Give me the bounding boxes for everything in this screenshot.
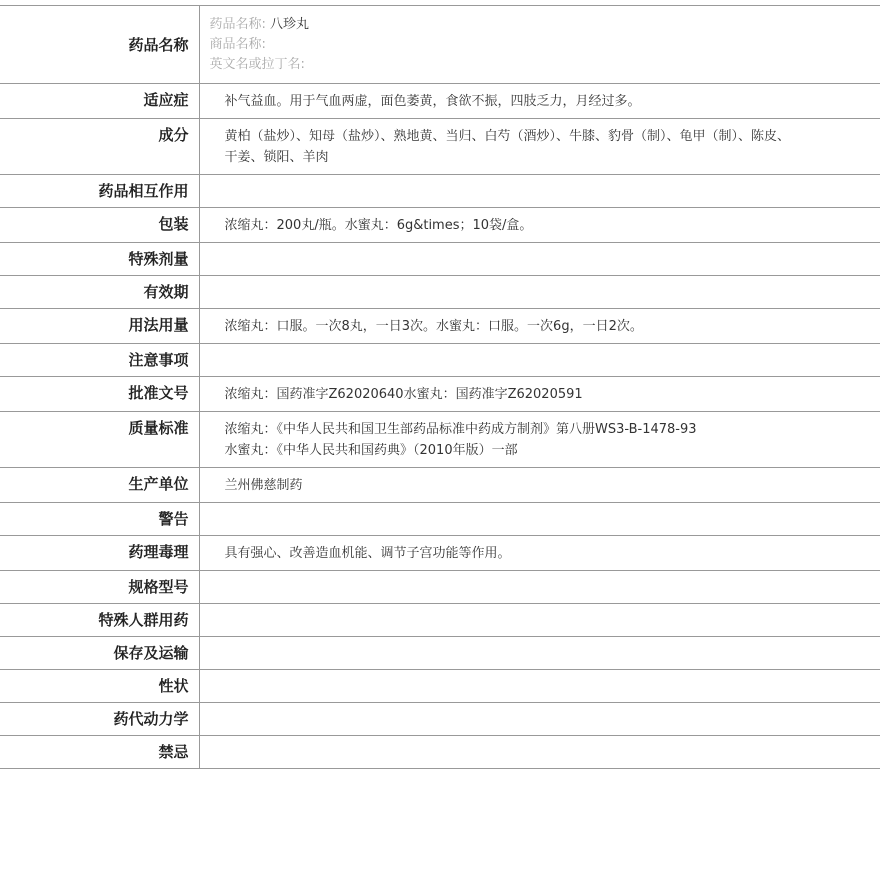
row-value (199, 119, 880, 175)
table-row (0, 412, 880, 468)
row-value (199, 377, 880, 412)
row-label: 药品相互作用 (0, 175, 199, 208)
row-value (199, 175, 880, 208)
row-value-line: 黄柏（盐炒）、知母（盐炒）、熟地黄、当归、白芍（酒炒）、牛膝、豹骨（制）、龟甲（制）、陈皮、干姜、锁阳、羊肉 (224, 129, 791, 165)
table-row (0, 377, 880, 412)
row-value (199, 703, 880, 736)
row-label: 药代动力学 (0, 703, 199, 736)
english-name-line (210, 55, 871, 75)
table-row (0, 703, 880, 736)
row-label: 特殊人群用药 (0, 604, 199, 637)
table-row-drug-name (0, 6, 880, 84)
row-label: 注意事项 (0, 344, 199, 377)
table-row (0, 208, 880, 243)
row-label: 适应症 (0, 84, 199, 119)
row-value (199, 571, 880, 604)
row-label: 药品名称 (0, 6, 199, 84)
row-value-line: 浓缩丸：国药准字Z62020640水蜜丸：国药准字Z62020591 (224, 387, 583, 402)
row-value-line: 水蜜丸：《中华人民共和国药典》（2010年版）一部 (224, 443, 518, 458)
trade-name-line (210, 35, 871, 55)
generic-name-line (210, 15, 871, 35)
row-value-line: 浓缩丸：口服。一次8丸，一日3次。水蜜丸：口服。一次6g，一日2次。 (224, 319, 643, 334)
table-row (0, 175, 880, 208)
row-value (199, 309, 880, 344)
row-value (199, 344, 880, 377)
row-label: 批准文号 (0, 377, 199, 412)
row-value (199, 412, 880, 468)
table-row (0, 276, 880, 309)
row-label: 禁忌 (0, 736, 199, 769)
english-name-key: 英文名或拉丁名: (209, 57, 305, 72)
trade-name-key: 商品名称: (209, 37, 266, 52)
generic-name-value: 八珍丸 (270, 17, 310, 32)
row-value-line: 兰州佛慈制药 (224, 478, 303, 493)
row-label: 包装 (0, 208, 199, 243)
row-value (199, 670, 880, 703)
row-value (199, 637, 880, 670)
row-label: 警告 (0, 503, 199, 536)
row-value-line: 浓缩丸：《中华人民共和国卫生部药品标准中药成方制剂》第八册WS3-B-1478-93 (224, 422, 697, 437)
table-row (0, 119, 880, 175)
table-row (0, 344, 880, 377)
table-row (0, 309, 880, 344)
drug-info-table (0, 5, 880, 769)
table-row (0, 670, 880, 703)
row-value (199, 468, 880, 503)
row-value-line: 具有强心、改善造血机能、调节子宫功能等作用。 (224, 546, 511, 561)
row-value (199, 503, 880, 536)
table-row (0, 571, 880, 604)
row-value (199, 84, 880, 119)
row-value-line: 补气益血。用于气血两虚，面色萎黄，食欲不振，四肢乏力，月经过多。 (224, 94, 641, 109)
row-value-line: 浓缩丸：200丸/瓶。水蜜丸：6g&times；10袋/盒。 (224, 218, 533, 233)
generic-name-key: 药品名称: (209, 17, 266, 32)
row-value (199, 243, 880, 276)
table-row (0, 84, 880, 119)
row-label: 成分 (0, 119, 199, 175)
row-label: 特殊剂量 (0, 243, 199, 276)
row-label: 规格型号 (0, 571, 199, 604)
row-label: 质量标准 (0, 412, 199, 468)
row-value (199, 536, 880, 571)
row-value (199, 736, 880, 769)
row-label: 生产单位 (0, 468, 199, 503)
row-value (199, 276, 880, 309)
row-label: 性状 (0, 670, 199, 703)
row-value (199, 6, 880, 84)
table-row (0, 243, 880, 276)
table-row (0, 736, 880, 769)
table-row (0, 536, 880, 571)
row-label: 用法用量 (0, 309, 199, 344)
table-row (0, 468, 880, 503)
row-label: 有效期 (0, 276, 199, 309)
table-row (0, 503, 880, 536)
row-value (199, 208, 880, 243)
row-label: 药理毒理 (0, 536, 199, 571)
table-row (0, 637, 880, 670)
row-value (199, 604, 880, 637)
row-label: 保存及运输 (0, 637, 199, 670)
table-row (0, 604, 880, 637)
